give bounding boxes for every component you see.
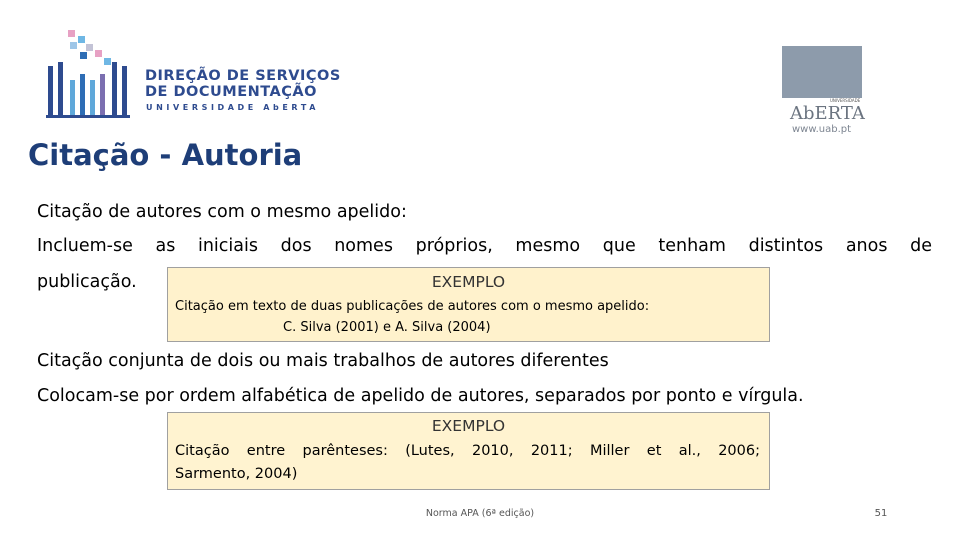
section1-heading: Citação de autores com o mesmo apelido: <box>37 202 407 222</box>
uab-logo-block-icon <box>782 46 862 98</box>
logo-dot-icon <box>104 58 111 65</box>
page-number: 51 <box>874 508 888 519</box>
uab-logo-url: www.uab.pt <box>792 124 852 135</box>
logo-dot-icon <box>80 52 87 59</box>
example-text-line2: Sarmento, 2004) <box>175 466 298 482</box>
book-icon <box>90 80 95 118</box>
uab-logo-name: AbERTA <box>790 103 865 124</box>
book-icon <box>70 80 75 118</box>
logo-text-line3: UNIVERSIDADE AbERTA <box>146 103 320 112</box>
footer-text: Norma APA (6ª edição) <box>425 508 535 519</box>
page-title: Citação - Autoria <box>28 138 303 172</box>
logo-dot-icon <box>70 42 77 49</box>
logo-dot-icon <box>95 50 102 57</box>
example-label: EXEMPLO <box>431 417 506 435</box>
logo-text-line2: DE DOCUMENTAÇÃO <box>145 84 317 100</box>
logo-dot-icon <box>86 44 93 51</box>
logo-dot-icon <box>68 30 75 37</box>
example-text-line2: C. Silva (2001) e A. Silva (2004) <box>283 320 491 335</box>
book-base-icon <box>46 115 130 118</box>
section2-heading: Citação conjunta de dois ou mais trabalhos de autores diferentes <box>37 351 609 371</box>
example-box-2 <box>167 412 770 490</box>
book-icon <box>100 74 105 118</box>
book-icon <box>80 74 85 118</box>
section2-text: Colocam-se por ordem alfabética de apelido de autores, separados por ponto e vírgula. <box>37 386 804 406</box>
book-icon <box>58 62 63 118</box>
logo-dot-icon <box>78 36 85 43</box>
section1-text-line2: publicação. <box>37 272 137 292</box>
dsd-logo <box>40 28 341 118</box>
example-text-line1: Citação entre parênteses: (Lutes, 2010, 2011; Miller et al., 2006; <box>175 443 760 459</box>
section1-text-line1: Incluem-se as iniciais dos nomes próprios, mesmo que tenham distintos anos de <box>37 236 932 256</box>
example-box-1 <box>167 267 770 342</box>
uab-logo <box>780 46 870 138</box>
book-icon <box>48 66 53 118</box>
uab-logo-small-text: UNIVERSIDADE <box>830 98 861 103</box>
book-icon <box>122 66 127 118</box>
example-text-line1: Citação em texto de duas publicações de autores com o mesmo apelido: <box>175 299 650 314</box>
example-label: EXEMPLO <box>431 273 506 291</box>
logo-text-line1: DIREÇÃO DE SERVIÇOS <box>145 68 341 84</box>
book-icon <box>112 62 117 118</box>
